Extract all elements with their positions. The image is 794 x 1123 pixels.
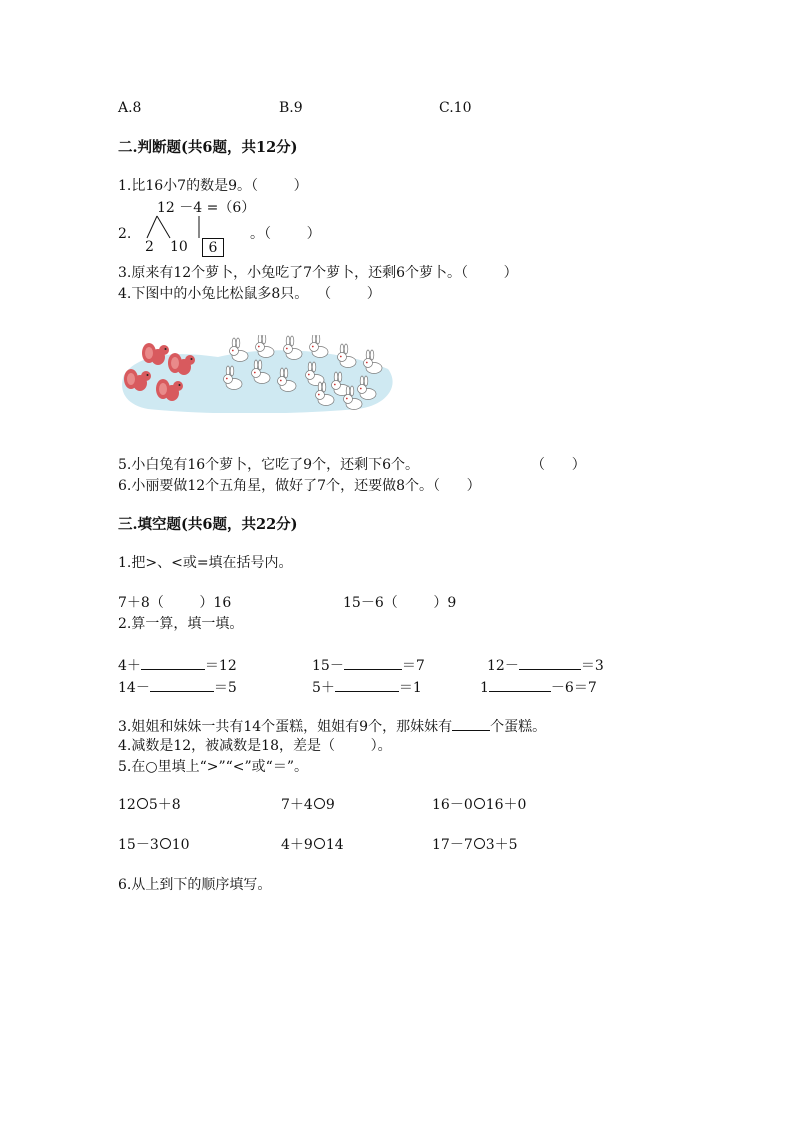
s3-q2-item-4: 14－ ＝5 <box>118 677 237 697</box>
s2-q2-tail: 。（ ） <box>250 226 321 242</box>
s2-q2-box: 6 <box>202 238 224 257</box>
rabbit-icon <box>256 335 275 358</box>
s2-q2-number: 2. <box>118 226 132 242</box>
answer-blank[interactable] <box>452 716 490 731</box>
s2-q2-equation: 12 －4 =（6） <box>157 200 256 216</box>
s3-q1-a: 7＋8（ ）16 <box>118 595 232 611</box>
s3-q3: 3.姐姐和妹妹一共有14个蛋糕，姐姐有9个，那妹妹有 个蛋糕。 <box>118 716 546 736</box>
rabbit-icon <box>310 335 329 358</box>
answer-blank[interactable] <box>335 677 399 692</box>
s2-q3: 3.原来有12个萝卜，小兔吃了7个萝卜，还剩6个萝卜。（ ） <box>118 265 518 281</box>
s3-q2-item-1: 4＋ ＝12 <box>118 655 237 675</box>
s3-q2-item-5: 5＋ ＝1 <box>312 677 422 697</box>
s3-q1: 1.把>、<或=填在括号内。 <box>118 555 293 571</box>
s3-q5: 5.在○里填上“>”“<”或“＝”。 <box>118 759 308 775</box>
answer-blank[interactable] <box>141 655 205 670</box>
s3-q5-item-3: 16－0 16＋0 <box>432 797 527 813</box>
s3-q2-item-3: 12－ ＝3 <box>487 655 604 675</box>
section3-title: 三.填空题(共6题，共22分) <box>118 516 298 533</box>
compare-circle[interactable] <box>314 838 325 849</box>
s3-q5-item-5: 4＋9 14 <box>281 837 344 853</box>
s3-q6: 6.从上到下的顺序填写。 <box>118 877 272 893</box>
s2-q1: 1.比16小7的数是9。（ ） <box>118 178 308 194</box>
option-a: A.8 <box>118 100 142 116</box>
s3-q2-item-6: 1 －6＝7 <box>480 677 597 697</box>
squirrels-rabbits-image <box>118 335 398 413</box>
s2-q2-split-left: 2 <box>145 239 154 255</box>
s3-q2: 2.算一算，填一填。 <box>118 616 244 632</box>
answer-blank[interactable] <box>344 655 402 670</box>
rabbit-icon <box>230 338 249 362</box>
s2-q2-split-right: 10 <box>170 239 188 255</box>
option-c: C.10 <box>439 100 472 116</box>
s3-q4: 4.减数是12，被减数是18，差是（ ）。 <box>118 738 392 754</box>
s2-q5: 5.小白兔有16个萝卜，它吃了9个，还剩下6个。 <box>118 457 419 473</box>
s3-q5-item-4: 15－3 10 <box>118 837 190 853</box>
compare-circle[interactable] <box>314 798 325 809</box>
s2-q6: 6.小丽要做12个五角星，做好了7个，还要做8个。（ ） <box>118 478 481 494</box>
s2-q5-bracket: （ ） <box>531 457 586 473</box>
answer-blank[interactable] <box>519 655 581 670</box>
option-b: B.9 <box>279 100 303 116</box>
rabbit-icon <box>338 344 357 368</box>
answer-blank[interactable] <box>150 677 214 692</box>
section2-title: 二.判断题(共6题，共12分) <box>118 139 298 156</box>
compare-circle[interactable] <box>160 838 171 849</box>
rabbit-icon <box>364 350 383 374</box>
compare-circle[interactable] <box>137 798 148 809</box>
s2-q4: 4.下图中的小兔比松鼠多8只。 （ ） <box>118 286 381 302</box>
s3-q5-item-6: 17－7 3＋5 <box>432 837 518 853</box>
answer-blank[interactable] <box>489 677 551 692</box>
s3-q5-item-2: 7＋4 9 <box>281 797 335 813</box>
rabbit-icon <box>284 336 303 360</box>
compare-circle[interactable] <box>474 798 485 809</box>
s3-q1-b: 15－6（ ）9 <box>343 595 457 611</box>
s3-q2-item-2: 15－ ＝7 <box>312 655 425 675</box>
s3-q5-item-1: 12 5＋8 <box>118 797 181 813</box>
compare-circle[interactable] <box>474 838 485 849</box>
